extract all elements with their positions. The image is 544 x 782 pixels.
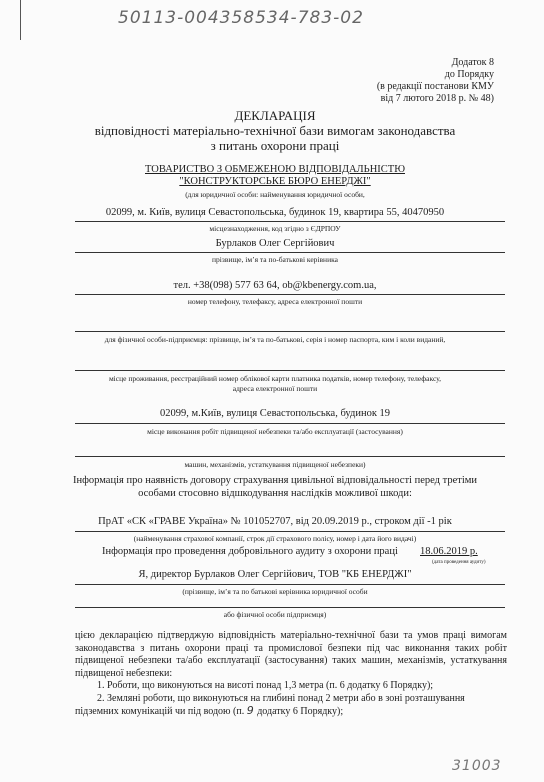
body-paragraph: цією декларацією підтверджую відповідність матеріально-технічної бази та умов праці вимогам законодавства з питань охорони праці та промислової безпеки під час виконання таких робіт підвищеної небезпеки та/або експлуатації (застосування) таких машин, механізмів, устаткування підвищеної небезпеки: [75, 630, 507, 679]
address-underline [75, 221, 505, 222]
annex-line: Додаток 8 [451, 57, 494, 68]
declarant-underline [75, 584, 505, 585]
item-prefix: підземних комунікацій чи під водою (п. [75, 706, 245, 717]
declaration-body [75, 630, 507, 719]
insurance-heading [40, 474, 510, 500]
insurance-value: ПрАТ «СК «ГРАВЕ Україна» № 101052707, від 20.09.2019 р., строком дії -1 рік [98, 516, 452, 527]
residence-caption-line: місце проживання, реєстраційний номер облікової карти платника податків, номер телефону, телефаксу, [108, 374, 442, 383]
margin-line [20, 0, 21, 40]
body-item-continuation [75, 705, 507, 719]
residence-caption [40, 374, 510, 394]
handwritten-doc-number: 50113-004358534-783-02 [118, 8, 364, 28]
insurance-underline [75, 531, 505, 532]
legal-entity-name [40, 164, 510, 188]
item-suffix: додатку 6 Порядку); [257, 706, 344, 717]
annex-line: до Порядку [444, 69, 494, 80]
head-underline [75, 252, 505, 253]
title-sub: з питань охорони праці [210, 138, 340, 153]
residence-underline [75, 370, 505, 371]
entity-address-caption: місцезнаходження, код згідно з ЄДРПОУ [209, 224, 341, 233]
annex-line: (в редакції постанови КМУ [376, 81, 494, 92]
audit-text: Інформація про проведення добровільного аудиту з охорони праці [102, 546, 398, 557]
handwritten-corner-mark: 31003 [452, 758, 502, 774]
contacts-underline [75, 294, 505, 295]
work-place-caption: місце виконання робіт підвищеної небезпеки та/або експлуатації (застосування) [147, 427, 403, 436]
document-title [40, 108, 510, 153]
body-item: 1. Роботи, що виконуються на висоті понад 1,3 метра (п. 6 додатку 6 Порядку); [97, 680, 434, 691]
insurance-heading-line: Інформація про наявність договору страхування цивільної відповідальності перед третіми [72, 475, 478, 486]
declarant: Я, директор Бурлаков Олег Сергійович, ТОВ "КБ ЕНЕРДЖІ" [138, 569, 412, 580]
handwritten-item-number: 9 [246, 704, 255, 717]
machines-underline [75, 456, 505, 457]
work-place: 02099, м.Київ, вулиця Севастопольська, будинок 19 [159, 408, 391, 419]
declarant-caption-2: або фізичної особи підприємця) [223, 610, 327, 619]
annex-line: від 7 лютого 2018 р. № 48) [380, 93, 494, 104]
entity-head-caption: прізвище, ім’я та по-батькові керівника [212, 255, 338, 264]
declarant-caption: (прізвище, ім’я та по батькові керівника юридичної особи [182, 587, 368, 596]
body-item: 2. Земляні роботи, що виконуються на глибині понад 2 метри або в зоні розташування [97, 692, 465, 704]
entity-contacts: тел. +38(098) 577 63 64, ob@kbenergy.com.ua, [173, 280, 377, 291]
title-main: ДЕКЛАРАЦІЯ [234, 108, 316, 123]
entity-head: Бурлаков Олег Сергійович [215, 238, 335, 249]
title-sub: відповідності матеріально-технічної бази вимогам законодавства [94, 123, 456, 138]
machines-caption: машин, механізмів, устаткування підвищеної небезпеки) [184, 460, 366, 469]
entity-address: 02099, м. Київ, вулиця Севастопольська, будинок 19, квартира 55, 40470950 [105, 207, 445, 218]
residence-caption-line: адреса електронної пошти [232, 384, 318, 393]
audit-date: 18.06.2019 р. [420, 546, 478, 557]
entity-name-line: ТОВАРИСТВО З ОБМЕЖЕНОЮ ВІДПОВІДАЛЬНІСТЮ [145, 164, 405, 175]
individual-underline [75, 331, 505, 332]
audit-date-caption: (дата проведення аудиту) [432, 560, 486, 565]
insurance-heading-line: особами стосовно відшкодування наслідків можливої шкоди: [138, 488, 412, 499]
insurance-caption: (найменування страхової компанії, строк дії страхового полісу, номер і дата його видачі) [133, 534, 417, 543]
entity-contacts-caption: номер телефону, телефаксу, адреса електронної пошти [187, 297, 363, 306]
entity-name-caption: (для юридичної особи: найменування юридичної особи, [185, 190, 365, 199]
declarant-underline-2 [75, 607, 505, 608]
annex-block [294, 57, 494, 105]
individual-caption: для фізичної особи-підприємця: прізвище, ім’я та по-батькові, серія і номер паспорта, ким і коли виданий, [104, 335, 446, 344]
work-place-underline [75, 423, 505, 424]
entity-name-line: "КОНСТРУКТОРСЬКЕ БЮРО ЕНЕРДЖІ" [179, 176, 371, 187]
